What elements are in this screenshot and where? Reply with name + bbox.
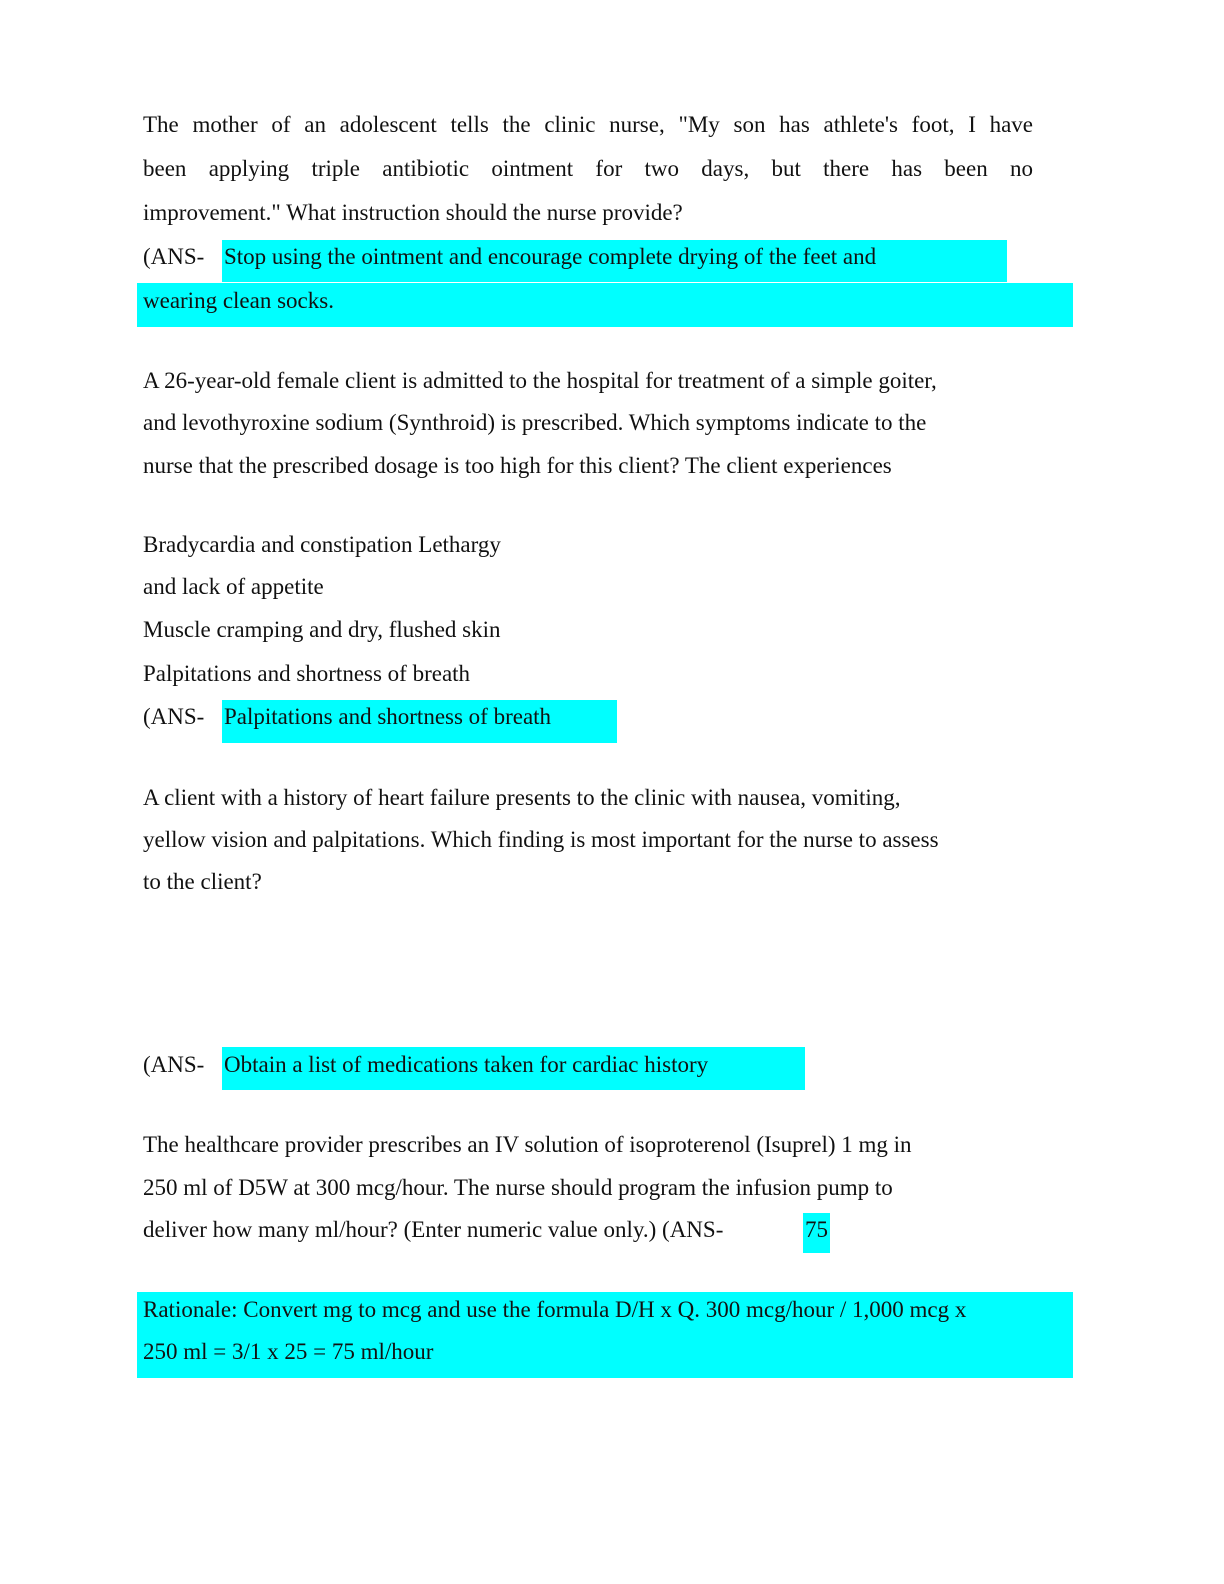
question-text-line: yellow vision and palpitations. Which finding is most important for the nurse to assess [143, 827, 939, 852]
question-text-line: deliver how many ml/hour? (Enter numeric value only.) (ANS- [143, 1217, 724, 1242]
answer-option: Palpitations and shortness of breath [143, 661, 471, 686]
answer-prefix: (ANS- [143, 704, 205, 729]
question-text-line: been applying triple antibiotic ointment for two days, but there has been no [143, 156, 1033, 181]
answer-option: Bradycardia and constipation Lethargy [143, 532, 501, 557]
rationale-text-line: 250 ml = 3/1 x 25 = 75 ml/hour [143, 1339, 434, 1364]
question-text-line: nurse that the prescribed dosage is too high for this client? The client experiences [143, 453, 892, 478]
answer-text-line: Stop using the ointment and encourage complete drying of the feet and [224, 244, 877, 269]
answer-prefix: (ANS- [143, 244, 205, 269]
question-text-line: 250 ml of D5W at 300 mcg/hour. The nurse should program the infusion pump to [143, 1175, 893, 1200]
answer-text: Obtain a list of medications taken for cardiac history [224, 1052, 709, 1077]
question-text-line: improvement." What instruction should the nurse provide? [143, 200, 683, 225]
answer-text-line: wearing clean socks. [143, 288, 334, 313]
rationale-text-line: Rationale: Convert mg to mcg and use the formula D/H x Q. 300 mcg/hour / 1,000 mcg x [143, 1297, 967, 1322]
question-text-line: to the client? [143, 869, 262, 894]
question-text-line: A client with a history of heart failure presents to the clinic with nausea, vomiting, [143, 785, 901, 810]
question-text-line: The healthcare provider prescribes an IV solution of isoproterenol (Isuprel) 1 mg in [143, 1132, 912, 1157]
question-text-line: A 26-year-old female client is admitted to the hospital for treatment of a simple goiter, [143, 368, 937, 393]
answer-option: Muscle cramping and dry, flushed skin [143, 617, 501, 642]
answer-text: Palpitations and shortness of breath [224, 704, 552, 729]
answer-prefix: (ANS- [143, 1052, 205, 1077]
answer-text: 75 [805, 1217, 828, 1242]
question-text-line: The mother of an adolescent tells the clinic nurse, "My son has athlete's foot, I have [143, 112, 1033, 137]
question-text-line: and levothyroxine sodium (Synthroid) is prescribed. Which symptoms indicate to the [143, 410, 927, 435]
answer-option: and lack of appetite [143, 574, 324, 599]
